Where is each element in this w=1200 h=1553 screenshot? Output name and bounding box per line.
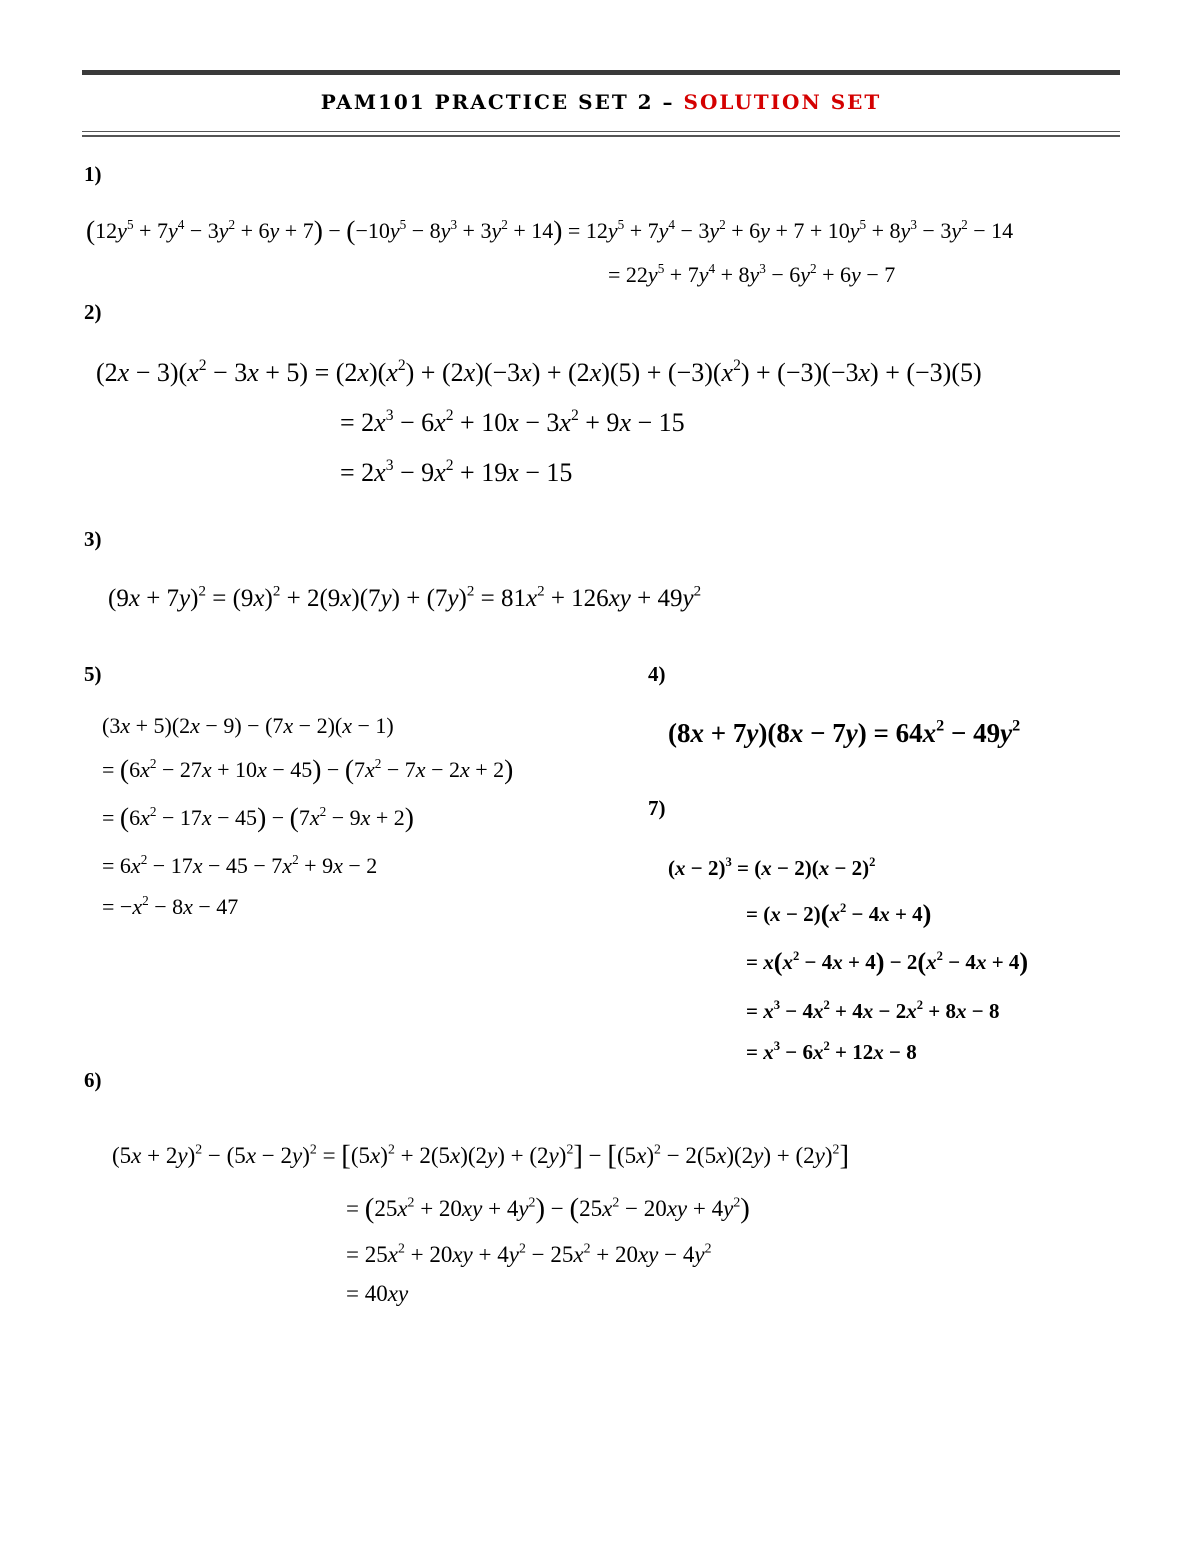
problem-2-line-1: $(2x - 3)(x^2 - 3x + 5) = (2x)(x^2) + (2x)(-3x) + (2x)(5) + (-3)(x^2) + (-3)(-3x) + (-3)(5)$: [96, 357, 982, 387]
problem-5-line-1: (3x + 5)(2x − 9) − (7x − 2)(x − 1): [102, 713, 394, 738]
problem-7-label: 7): [648, 796, 666, 820]
problem-4-label: 4): [648, 662, 666, 686]
problem-4-line-1: $(8x + 7y)(8x - 7y) = 64x^2 - 49y^2$: [668, 716, 1021, 748]
problem-5-line-5: = $-x^2 - 8x - 47$: [102, 892, 239, 919]
problem-1-line-2: = $22y^5 + 7y^4 + 8y^3 - 6y^2 + 6y - 7$: [608, 260, 896, 287]
problem-3-label: 3): [84, 527, 102, 551]
title-highlight: SOLUTION SET: [683, 90, 882, 114]
problem-1-label: 1): [84, 162, 102, 186]
header-rule-bottom-2: [82, 135, 1120, 137]
problem-6-line-2: = $(25x^2 + 20xy + 4y^2) - (25x^2 - 20xy + 4y^2)$: [346, 1192, 750, 1225]
problem-7-line-4: = $x^3 - 4x^2 + 4x - 2x^2 + 8x - 8$: [746, 998, 1000, 1023]
problem-5-line-4: = $6x^2 - 17x - 45 - 7x^2 + 9x - 2$: [102, 851, 378, 878]
problem-6-label: 6): [84, 1068, 102, 1092]
page-title: PAM101 PRACTICE SET 2 – SOLUTION SET: [320, 90, 882, 114]
problem-5-line-3: = $(6x^2 - 17x - 45) - (7x^2 - 9x + 2)$: [102, 801, 414, 833]
problem-5-label: 5): [84, 662, 102, 686]
problem-1-line-1: $(12y^5 + 7y^4 - 3y^2 + 6y + 7) - (-10y^5 - 8y^3 + 3y^2 + 14) = 12y^5 + 7y^4 - 3y^2 + 6y + 7 + 10y^5 + 8y^3 - 3y^2 - 14$: [86, 214, 1014, 246]
problem-2-line-2: = $2x^3 - 6x^2 + 10x - 3x^2 + 9x - 15$: [340, 407, 685, 437]
problem-7-line-2: = $(x - 2)(x^2 - 4x + 4)$: [746, 899, 932, 929]
header-rule-top: [82, 70, 1120, 75]
problem-7-line-3: = $x(x^2 - 4x + 4) - 2(x^2 - 4x + 4)$: [746, 947, 1029, 977]
problem-6-line-1: $(5x + 2y)^2 - (5x - 2y)^2 = [(5x)^2 + 2(5x)(2y) + (2y)^2] - [(5x)^2 - 2(5x)(2y) + (2y)^2]$: [112, 1139, 850, 1172]
problem-5-line-2: = $(6x^2 - 27x + 10x - 45) - (7x^2 - 7x - 2x + 2)$: [102, 753, 514, 785]
problem-7-line-5: = $x^3 - 6x^2 + 12x - 8$: [746, 1039, 917, 1064]
problem-6-line-4: = 40xy: [346, 1281, 409, 1306]
problem-2-line-3: = $2x^3 - 9x^2 + 19x - 15$: [340, 457, 573, 487]
problem-3-line-1: $(9x + 7y)^2 = (9x)^2 + 2(9x)(7y) + (7y)^2 = 81x^2 + 126xy + 49y^2$: [108, 583, 702, 612]
problem-2-label: 2): [84, 300, 102, 324]
problem-6-line-3: = $25x^2 + 20xy + 4y^2 - 25x^2 + 20xy - 4y^2$: [346, 1240, 712, 1267]
problem-7-line-1: $(x - 2)^3 = (x - 2)(x - 2)^2$: [668, 855, 876, 880]
header-rule-bottom: [82, 131, 1120, 132]
